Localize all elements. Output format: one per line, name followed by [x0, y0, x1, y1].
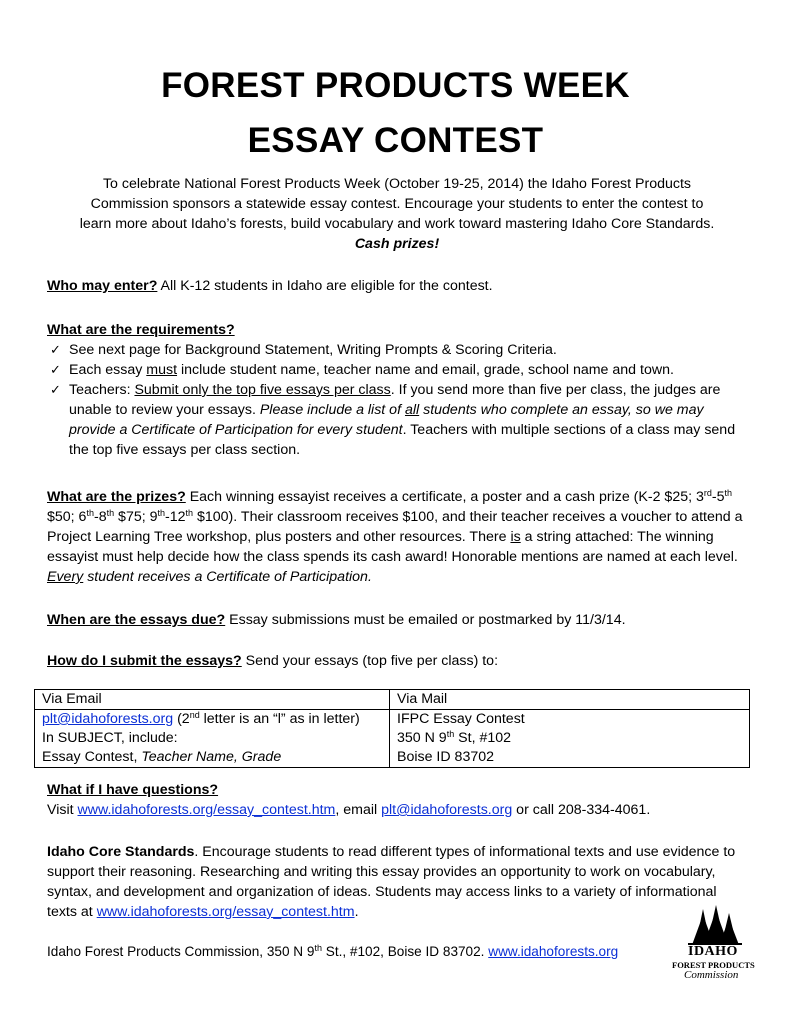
- mail-line-2a: 350 N 9: [397, 730, 447, 746]
- prizes-text-3: $50; 6: [47, 509, 87, 525]
- title-line-1: FOREST PRODUCTS WEEK: [161, 66, 630, 105]
- footer: [47, 942, 618, 962]
- prizes-text-9: student receives a Certificate of Participation.: [83, 569, 372, 585]
- prizes-text-6: -12: [165, 509, 186, 525]
- submit-section: [47, 651, 747, 671]
- requirement-3-text-b: . If you send more than five per class, the judges are unable to review your essays.: [69, 382, 721, 418]
- footer-website-link[interactable]: www.idahoforests.org: [488, 944, 619, 959]
- email-details-cell: [35, 710, 390, 768]
- submission-table: [34, 689, 750, 768]
- core-essay-link[interactable]: www.idahoforests.org/essay_contest.htm: [96, 904, 355, 920]
- requirements-list: [47, 340, 747, 460]
- list-item: [47, 380, 747, 460]
- mail-header-cell: Via Mail: [390, 690, 750, 710]
- requirement-2-must: must: [146, 362, 178, 378]
- prizes-text-5: $75; 9: [114, 509, 158, 525]
- list-item: [47, 340, 747, 360]
- logo-forest-products: FOREST PRODUCTS: [672, 960, 755, 970]
- requirement-3-italic-b: students who complete an essay, so we may provide a Certificate of Participation for every student: [69, 402, 704, 438]
- due-section: [47, 610, 747, 630]
- core-heading: Idaho Core Standards: [47, 844, 195, 860]
- prizes-text-8: a string attached: The winning essayist must help decide how the class spends its cash award! Honorable mentions are named at each level.: [47, 529, 738, 565]
- requirements-section: [47, 320, 747, 460]
- requirement-1-text: See next page for Background Statement, Writing Prompts & Scoring Criteria.: [69, 342, 557, 358]
- requirement-3-underline: Submit only the top five essays per class: [134, 382, 391, 398]
- list-item: [47, 360, 747, 380]
- prizes-text-1: Each winning essayist receives a certificate, a poster and a cash prize (K-2 $25; 3: [185, 489, 704, 505]
- requirement-3-text-a: Teachers:: [69, 382, 135, 398]
- email-header-cell: Via Email: [35, 690, 390, 710]
- page-title: [0, 58, 791, 168]
- mail-line-2-sup: th: [446, 729, 455, 739]
- core-standards-section: [47, 842, 745, 922]
- prizes-every: Every: [47, 569, 84, 585]
- prizes-text-4: -8: [93, 509, 107, 525]
- prizes-text-7: $100). Their classroom receives $100, and their teacher receives a voucher to attend a Project Learning Tree workshop, plus posters and other resources. There: [47, 509, 743, 545]
- questions-email-link[interactable]: plt@idahoforests.org: [381, 802, 513, 818]
- prizes-section: [47, 487, 747, 587]
- questions-heading: What if I have questions?: [47, 782, 219, 798]
- prizes-sup-1: rd: [703, 488, 712, 498]
- prizes-sup-5: th: [157, 508, 166, 518]
- logo-commission: Commission: [684, 969, 739, 981]
- logo-idaho: IDAHO: [688, 944, 738, 959]
- who-heading: Who may enter?: [47, 278, 158, 294]
- checkmark-icon: ✓: [50, 342, 61, 357]
- intro-line-1: To celebrate National Forest Products Week (October 19-25, 2014) the Idaho Forest Products: [102, 176, 692, 192]
- requirement-3-all: all: [404, 402, 420, 418]
- subject-italic: Teacher Name, Grade: [141, 749, 282, 765]
- prizes-is: is: [510, 529, 521, 545]
- questions-section: [47, 780, 747, 820]
- due-text: Essay submissions must be emailed or postmarked by 11/3/14.: [225, 612, 626, 628]
- core-end: .: [354, 904, 359, 920]
- prizes-sup-6: th: [185, 508, 194, 518]
- mail-line-3: Boise ID 83702: [397, 749, 495, 765]
- essay-contest-link[interactable]: www.idahoforests.org/essay_contest.htm: [77, 802, 336, 818]
- submit-heading: How do I submit the essays?: [47, 653, 242, 669]
- title-line-2: ESSAY CONTEST: [247, 121, 544, 160]
- subject-label: In SUBJECT, include:: [42, 730, 178, 746]
- footer-address-b: St., #102, Boise ID 83702.: [321, 944, 489, 959]
- requirement-3-italic-a: Please include a list of: [259, 402, 405, 418]
- checkmark-icon: ✓: [50, 382, 61, 397]
- questions-visit: Visit: [47, 802, 78, 818]
- intro-paragraph: [47, 174, 747, 254]
- prizes-sup-3: th: [86, 508, 94, 518]
- prizes-sup-4: th: [106, 508, 115, 518]
- submit-text: Send your essays (top five per class) to:: [241, 653, 499, 669]
- requirements-heading: What are the requirements?: [47, 322, 235, 338]
- requirement-2-text-b: include student name, teacher name and email, grade, school name and town.: [177, 362, 674, 378]
- footer-address-a: Idaho Forest Products Commission, 350 N 9: [47, 944, 315, 959]
- intro-line-2: Commission sponsors a statewide essay contest. Encourage your students to enter the contest to: [90, 196, 704, 212]
- who-section: [47, 276, 747, 296]
- subject-text: Essay Contest,: [42, 749, 142, 765]
- requirement-2-text-a: Each essay: [69, 362, 147, 378]
- email-note-a: (2: [173, 711, 190, 727]
- intro-line-3: learn more about Idaho’s forests, build vocabulary and work toward mastering Idaho Core Standards.: [79, 216, 715, 232]
- email-note-sup: nd: [189, 710, 200, 720]
- checkmark-icon: ✓: [50, 362, 61, 377]
- email-link[interactable]: plt@idahoforests.org: [42, 711, 174, 727]
- due-heading: When are the essays due?: [47, 612, 226, 628]
- mail-line-1: IFPC Essay Contest: [397, 711, 525, 727]
- table-row: [35, 710, 750, 768]
- requirement-3-text-c: . Teachers with multiple sections of a class may send the top five essays per class section.: [69, 422, 736, 458]
- footer-sup: th: [314, 943, 322, 953]
- prizes-text-2: -5: [711, 489, 725, 505]
- email-note-b: letter is an “l” as in letter): [199, 711, 360, 727]
- prizes-heading: What are the prizes?: [47, 489, 186, 505]
- core-text: . Encourage students to read different types of informational texts and use evidence to support their reasoning. Researching and writing this essay provides an opportunity to work on vocabulary, syntax, and development and organization of ideas. Students may access links to a variety of informational texts at: [47, 844, 736, 920]
- cash-prizes-text: Cash prizes!: [354, 236, 440, 252]
- who-text: All K-12 students in Idaho are eligible for the contest.: [157, 278, 493, 294]
- questions-email-text: , email: [335, 802, 382, 818]
- mail-line-2b: St, #102: [454, 730, 512, 746]
- prizes-sup-2: th: [724, 488, 733, 498]
- table-row: [35, 690, 750, 710]
- mail-details-cell: [390, 710, 750, 768]
- questions-call: or call 208-334-4061.: [512, 802, 651, 818]
